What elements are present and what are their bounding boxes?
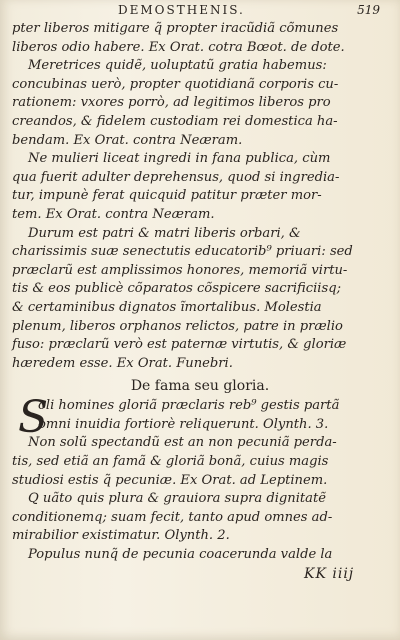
- text-line: oli homines gloriã præclaris reb⁹ gestis partã: [38, 398, 340, 414]
- dropcap-letter: S: [18, 392, 49, 444]
- text-line: Q uãto quis plura & grauiora supra dignitatẽ: [28, 491, 326, 507]
- page-header: [118, 3, 380, 19]
- text-line: liberos odio habere. Ex Orat. cotra Bœot. de dote.: [12, 39, 345, 55]
- text-line: Meretrices quidẽ, uoluptatũ gratia habemus:: [28, 58, 327, 74]
- running-head: DEMOSTHENIS.: [118, 3, 245, 17]
- text-line: qua fuerit adulter deprehensus, quod si ingredia-: [12, 169, 340, 185]
- text-line: plenum, liberos orphanos relictos, patre in prælio: [12, 318, 343, 334]
- signature-mark: KK iiij: [304, 565, 355, 582]
- text-line: bendam. Ex Orat. contra Neæram.: [12, 132, 243, 148]
- text-line: omni inuidia fortiorè reliquerunt. Olynth. 3.: [38, 416, 329, 432]
- text-line: pter liberos mitigare q̃ propter iracũdiã cõmunes: [12, 21, 339, 36]
- section-heading: De fama seu gloria.: [130, 378, 270, 395]
- text-line: & certaminibus dignatos ĩmortalibus. Molestia: [12, 299, 322, 315]
- text-line: mirabilior existimatur. Olynth. 2.: [12, 528, 230, 544]
- text-line: charissimis suæ senectutis educatorib⁹ priuari: sed: [12, 244, 353, 260]
- text-line: concubinas uerò, propter quotidianã corporis cu-: [12, 76, 339, 92]
- text-line: Populus nunq̃ de pecunia coacerunda valde la: [28, 547, 333, 563]
- page-number: 519: [357, 3, 380, 17]
- signature-line: [12, 565, 388, 584]
- body-text: [12, 20, 388, 583]
- text-line: Ne mulieri liceat ingredi in fana publica, cùm: [28, 151, 331, 167]
- text-line: tem. Ex Orat. contra Neæram.: [12, 206, 215, 222]
- text-line: tis & eos publicè cõparatos cõspicere sacrificiisq;: [12, 281, 341, 297]
- text-line: tur, impunè ferat quicquid patitur præter mor-: [12, 188, 322, 204]
- text-line: creandos, & fidelem custodiam rei domestica ha-: [12, 113, 338, 129]
- text-line: conditionemq; suam fecit, tanto apud omnes ad-: [12, 509, 333, 525]
- text-line: Durum est patri & matri liberis orbari, &: [28, 225, 301, 241]
- text-line: fuso: præclarũ verò est paternæ virtutis, & gloriæ: [12, 337, 347, 353]
- text-line: studiosi estis q̃ pecuniæ. Ex Orat. ad Leptinem.: [12, 472, 328, 488]
- text-line: præclarũ est amplissimos honores, memoriã virtu-: [12, 262, 348, 278]
- text-line: Non solũ spectandũ est an non pecuniã perda-: [28, 435, 337, 451]
- text-line: rationem: vxores porrò, ad legitimos liberos pro: [12, 95, 331, 111]
- text-line: hæredem esse. Ex Orat. Funebri.: [12, 355, 233, 371]
- text-line: tis, sed etiã an famã & gloriã bonã, cuius magis: [12, 454, 329, 470]
